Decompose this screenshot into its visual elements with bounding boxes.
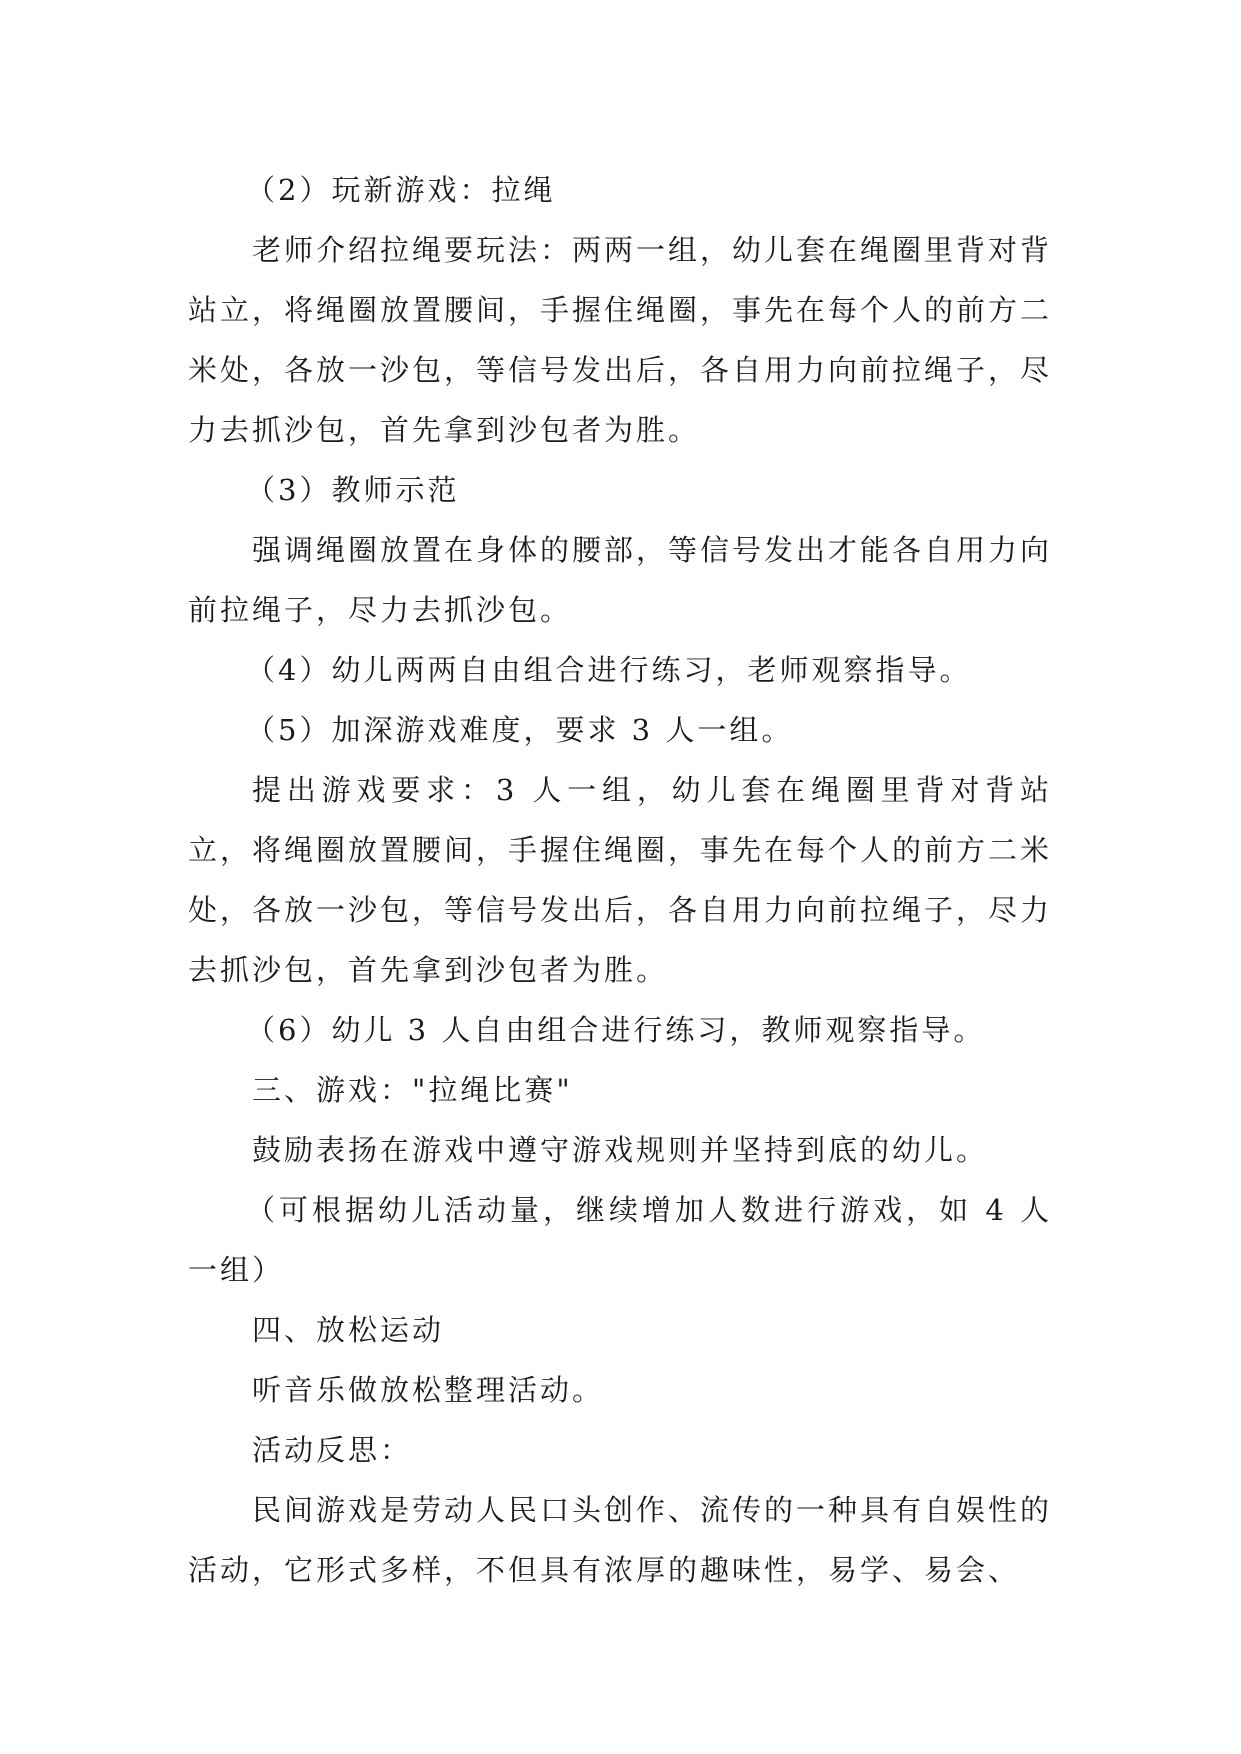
paragraph-15: 民间游戏是劳动人民口头创作、流传的一种具有自娱性的活动，它形式多样，不但具有浓厚的趣味性，易学、易会、	[188, 1493, 1053, 1587]
paragraph-1: （2）玩新游戏：拉绳	[246, 173, 556, 207]
paragraph-4: 强调绳圈放置在身体的腰部，等信号发出才能各自用力向前拉绳子，尽力去抓沙包。	[188, 533, 1053, 627]
paragraph-13: 听音乐做放松整理活动。	[252, 1373, 605, 1407]
paragraph-12: 四、放松运动	[252, 1313, 445, 1347]
paragraph-3: （3）教师示范	[246, 473, 460, 507]
paragraph-11: （可根据幼儿活动量，继续增加人数进行游戏，如 4 人一组）	[188, 1193, 1052, 1287]
paragraph-9: 三、游戏："拉绳比赛"	[252, 1073, 573, 1107]
paragraph-2: 老师介绍拉绳要玩法：两两一组，幼儿套在绳圈里背对背站立，将绳圈放置腰间，手握住绳圈，事先在每个人的前方二米处，各放一沙包，等信号发出后，各自用力向前拉绳子，尽力去抓沙包，首先拿到沙包者为胜。	[188, 233, 1053, 447]
paragraph-5: （4）幼儿两两自由组合进行练习，老师观察指导。	[246, 653, 972, 687]
document-body	[188, 160, 1052, 1600]
paragraph-14: 活动反思：	[252, 1433, 413, 1467]
paragraph-7: 提出游戏要求：3 人一组，幼儿套在绳圈里背对背站立，将绳圈放置腰间，手握住绳圈，事先在每个人的前方二米处，各放一沙包，等信号发出后，各自用力向前拉绳子，尽力去抓沙包，首先拿到沙包者为胜。	[188, 773, 1053, 987]
paragraph-10: 鼓励表扬在游戏中遵守游戏规则并坚持到底的幼儿。	[252, 1133, 989, 1167]
paragraph-8: （6）幼儿 3 人自由组合进行练习，教师观察指导。	[246, 1013, 986, 1047]
paragraph-6: （5）加深游戏难度，要求 3 人一组。	[246, 713, 794, 747]
